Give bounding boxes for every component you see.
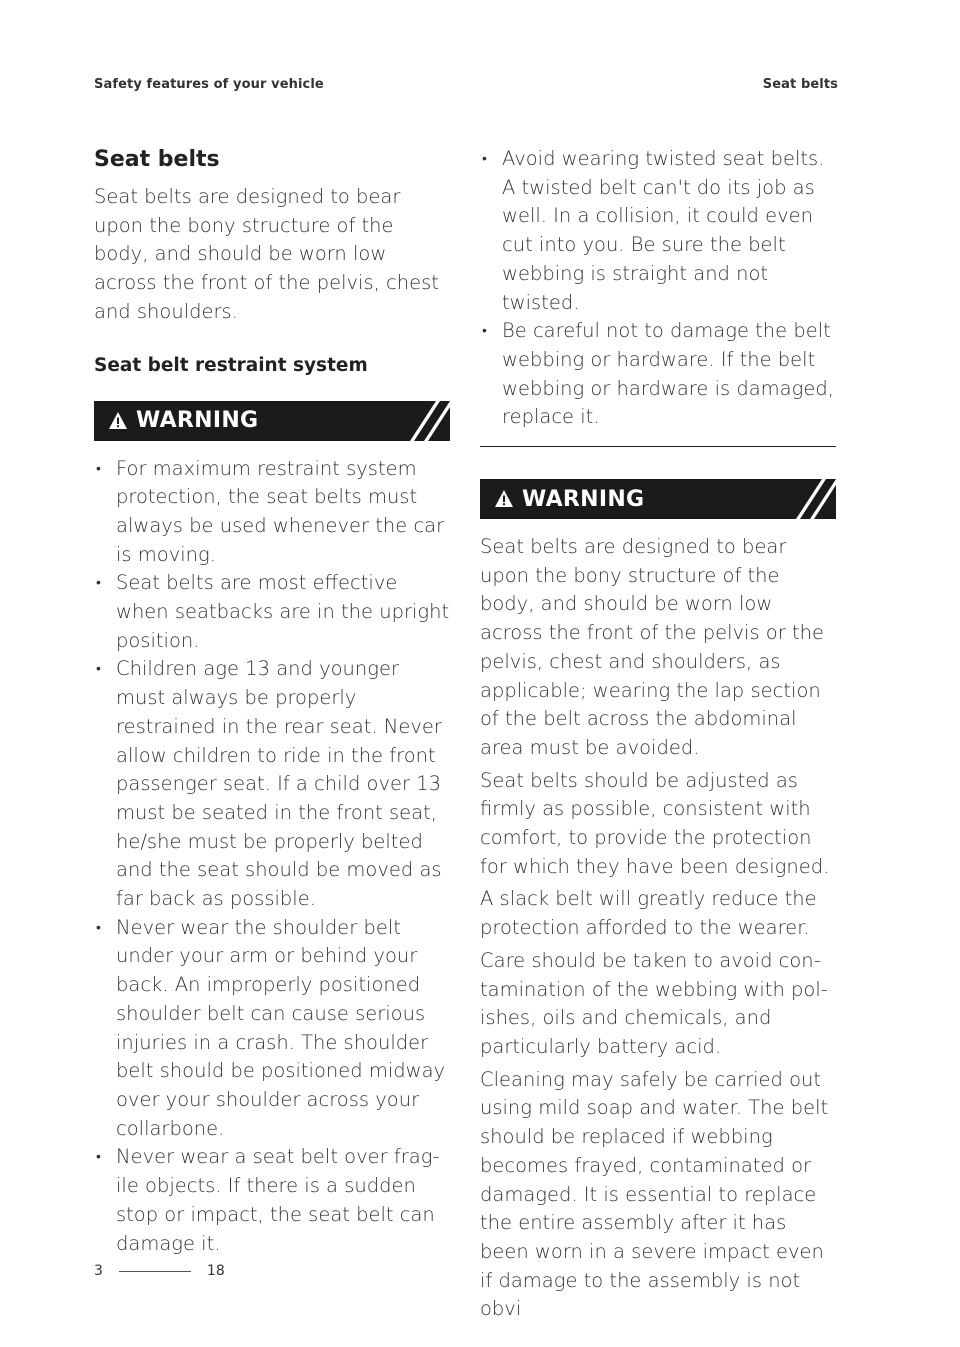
section-title: Seat belts <box>94 147 220 172</box>
subsection-title: Seat belt restraint system <box>94 354 368 376</box>
warning-label: WARNING <box>136 408 259 434</box>
warning-label: WARNING <box>522 486 645 512</box>
section-divider <box>480 446 836 447</box>
bullet-icon: • <box>96 919 101 936</box>
list-item-text: Seat belts are most effective when seatbacks are in the upright position. <box>116 571 450 652</box>
bullet-icon: • <box>96 661 101 678</box>
list-item-text: For maximum restraint system protection, the seat belts must always be used whenever the car is moving. <box>116 456 445 566</box>
footer-divider <box>119 1271 191 1272</box>
warning-paragraph: Seat belts are designed to bear upon the bony structure of the body, and should be worn low across the front of the pelvis or the pelvis, chest and shoulders, as applicable; wearing the lap section of the belt across the abdominal area must be avoided. <box>480 535 824 759</box>
warning-paragraph: Cleaning may safely be carried out using mild soap and water. The belt should be replaced if webbing becomes frayed, contaminated or damaged. It is essential to replace the entire assembly after it has been worn in a severe impact even if damage to the assembly is not obvi <box>480 1067 829 1321</box>
chapter-number: 3 <box>94 1263 103 1279</box>
list-item-text: Never wear a seat belt over fragile objects. If there is a sudden stop or impact, the seat belt can damage it. <box>116 1145 440 1255</box>
warning-bullet-list <box>94 455 450 1259</box>
list-item <box>94 655 450 913</box>
intro-paragraph: Seat belts are designed to bear upon the bony structure of the body, and should be worn low across the front of the pelvis, chest and shoulders. <box>94 185 439 323</box>
bullet-icon: • <box>96 575 101 592</box>
list-item <box>480 145 836 317</box>
warning-slash-decoration <box>380 401 450 441</box>
right-column <box>480 145 836 1324</box>
running-header-topic: Seat belts <box>762 77 838 92</box>
bullet-icon: • <box>96 460 101 477</box>
list-item <box>480 317 836 432</box>
bullet-icon: • <box>482 323 487 340</box>
list-item <box>94 455 450 570</box>
warning-triangle-icon <box>494 489 514 509</box>
left-column <box>94 145 450 1258</box>
continued-bullet-list <box>480 145 836 432</box>
bullet-icon: • <box>482 151 487 167</box>
warning-paragraph: A slack belt will greatly reduce the protection afforded to the wearer. <box>480 887 817 940</box>
page-number: 18 <box>206 1263 225 1279</box>
warning-triangle-icon <box>108 411 128 431</box>
warning-banner <box>480 479 836 519</box>
warning-slash-decoration <box>766 479 836 519</box>
list-item <box>94 914 450 1144</box>
warning-paragraph: Care should be taken to avoid contamination of the webbing with polishes, oils and chemicals, and particularly battery acid. <box>480 948 828 1058</box>
list-item-text: Be careful not to damage the belt webbing or hardware. If the belt webbing or hardware is damaged, replace it. <box>502 319 834 429</box>
list-item-text: Children age 13 and younger must always be properly restrained in the rear seat. Never allow children to ride in the front passenger seat. If a child over 13 must be seated in the front seat, he/she must be properly belted and the seat should be moved as far back as possible. <box>116 657 442 911</box>
list-item <box>94 569 450 655</box>
warning-paragraph: Seat belts should be adjusted as firmly as possible, consistent with comfort, to provide the protection for which they have been designed. <box>480 768 830 878</box>
list-item-text: Never wear the shoulder belt under your arm or behind your back. An improperly positioned shoulder belt can cause serious injuries in a crash. The shoulder belt should be positioned midway over your shoulder across your collarbone. <box>116 915 446 1140</box>
list-item-text: Avoid wearing twisted seat belts. A twisted belt can't do its job as well. In a collision, it could even cut into you. Be sure the belt webbing is straight and not twisted. <box>502 147 825 314</box>
warning-banner <box>94 401 450 441</box>
list-item <box>94 1143 450 1258</box>
page-footer <box>94 1263 225 1279</box>
bullet-icon: • <box>96 1149 101 1166</box>
running-header-section: Safety features of your vehicle <box>94 77 324 92</box>
